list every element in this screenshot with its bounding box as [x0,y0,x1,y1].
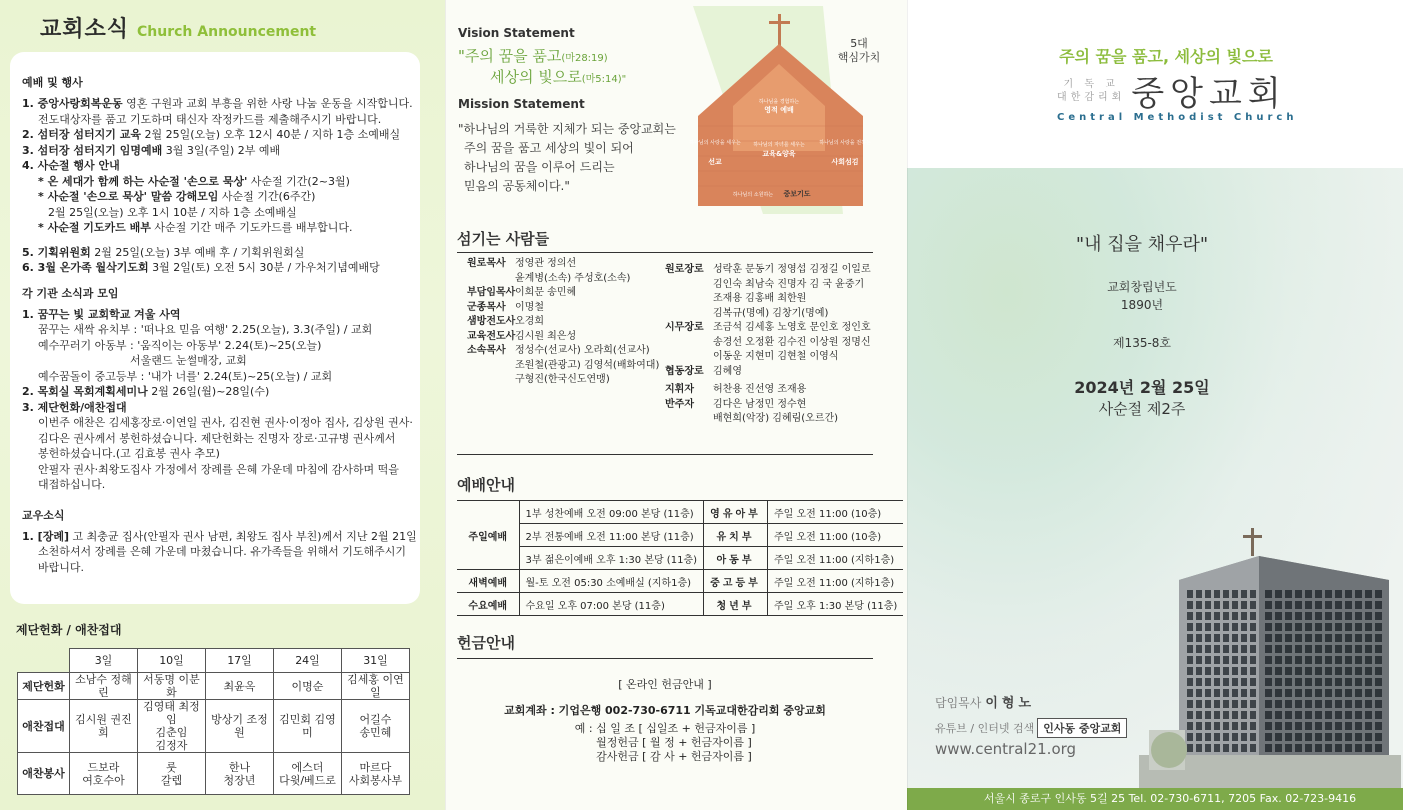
flower-hospitality-table [17,648,410,795]
worship-type: 새벽예배 [457,570,519,593]
staff-names: 정영관 정의선 [515,258,577,269]
staff-row [467,373,659,388]
announcement-item: 4. 사순절 행사 안내 [22,159,120,172]
staff-role [467,373,515,388]
mission-line: "하나님의 거룩한 지체가 되는 중앙교회는 [458,122,676,136]
staff-names: 김혜영 [713,365,742,377]
staff-row [665,398,871,413]
staff-row [467,301,659,316]
vision-quote-line1: "주의 꿈을 품고 [458,47,562,65]
announcement-item-cont: 꿈꾸는 새싹 유치부 : '떠나요 믿음 여행' 2.25(오늘), 3.3(주일) / 교회 [38,323,373,336]
announcement-item-cont: 전도대상자를 품고 기도하며 태신자 작정카드를 제출해주시기 바랍니다. [38,112,382,126]
denomination: 기 독 교 대한감리회 [1057,78,1126,103]
staff-names: 이동운 지현미 김현철 이영식 [713,351,839,362]
worship-service: 월-토 오전 05:30 소예배실 (지하1층) [519,570,704,593]
staff-role [665,307,713,322]
staff-row [467,286,659,301]
worship-schedule-table [457,500,903,616]
staff-row [665,412,871,427]
table-row [457,501,903,524]
staff-role: 반주자 [665,398,694,410]
worship-type: 주일예배 [457,501,519,570]
announcement-item-cont: 소천하셔서 장례를 은혜 가운데 마쳤습니다. 유가족들을 위해서 기도해주시기 [38,545,407,558]
bank-account: 교회계좌 : 기업은행 002-730-6711 기독교대한감리회 중앙교회 [504,704,826,717]
staff-names: 오경희 [515,316,544,327]
table-cell: 마르다 사회봉사부 [342,753,410,795]
announcement-item: 5. 기획위원회 2월 25일(오늘) 3부 예배 후 / 기획위원회실 [22,245,305,259]
announcement-item: 1. 꿈꾸는 빛 교회학교 겨울 사역 [22,307,181,321]
vision-label: Vision Statement [458,26,575,40]
section-title-member-news: 교우소식 [22,508,65,522]
table-cell: 룻 갈렙 [138,753,206,795]
staff-names: 정성수(선교사) 오라희(선교사) [515,345,650,356]
worship-title: 예배안내 [457,476,515,494]
announcement-item-cont: 이번주 애찬은 김세홍장로·이연일 권사, 김진현 권사·이정아 집사, 김상원 권사· [38,416,413,429]
staff-row [467,359,659,374]
cross-icon [778,14,781,46]
table-cell: 한나 청장년 [206,753,274,795]
mission-label: Mission Statement [458,97,585,111]
dept-name: 청년부 [704,593,768,616]
vision-staff-panel [445,0,907,810]
dept-name: 영유아부 [704,501,768,524]
church-name-en: Central Methodist Church [1057,112,1298,123]
table-header: 31일 [342,649,410,673]
row-label: 제단헌화 [18,673,70,700]
table-cell: 김영태 최정임 김춘임 김정자 [138,700,206,753]
staff-row [665,263,871,278]
youtube-search-hint: 유튜브 / 인터넷 검색 인사동 중앙교회 [935,718,1127,738]
core-values-house-diagram [673,6,903,214]
staff-role: 원로장로 [665,264,704,275]
mission-line: 주의 꿈을 품고 세상의 빛이 되어 [464,141,634,155]
staff-list-left [467,257,659,388]
church-name: 중앙교회 [1131,74,1287,114]
worship-service: 1부 성찬예배 오전 09:00 본당 (11층) [519,501,704,524]
staff-row [467,272,659,287]
announcement-subtitle: Church Announcement [137,24,317,40]
dept-name: 유치부 [704,524,768,547]
staff-names: 이희문 송민혜 [515,287,577,298]
announcement-subitem: * 사순절 '손으로 묵상' 말씀 강해모임 사순절 기간(6주간) [38,190,316,203]
staff-row [665,336,871,351]
announcement-subitem: * 사순절 기도카드 배부 사순절 기간 매주 기도카드를 배부합니다. [38,221,353,234]
online-offering-label: [ 온라인 헌금안내 ] [618,678,712,691]
table-row [457,524,903,547]
table-row [18,700,410,753]
staff-names: 김다은 남정민 정수현 [713,398,807,410]
staff-role [665,336,713,351]
church-logo [1057,66,1287,115]
worship-service: 2부 전통예배 오전 11:00 본당 (11층) [519,524,704,547]
announcement-item-cont: 봉헌하셨습니다.(고 김효봉 권사 추모) [38,447,220,460]
worship-service: 3부 젊은이예배 오후 1:30 본당 (11층) [519,547,704,570]
church-slogan: 주의 꿈을 품고, 세상의 빛으로 [1059,47,1273,66]
offering-guide-line: 월정헌금 [ 월 정 + 헌금자이름 ] [596,736,752,749]
mission-line: 믿음의 공동체이다." [464,179,570,193]
vision-quote-line2: 세상의 빛으로 [490,68,582,86]
senior-pastor: 담임목사 이형노 [935,696,1036,711]
staff-row [467,344,659,359]
dept-time: 주일 오후 1:30 본당 (11층) [768,593,904,616]
value-spiritual-worship: 영적 예배 [764,106,794,114]
announcement-item: 3. 제단헌화/애찬접대 [22,400,127,414]
dept-name: 아동부 [704,547,768,570]
liturgical-week: 사순절 제2주 [1098,400,1186,418]
staff-names: 구형진(한국신도연맹) [515,374,610,385]
announcement-item-cont: 대접하십니다. [38,478,106,491]
staff-role: 원로목사 [467,258,506,269]
announcement-item: 6. 3월 온가족 월삭기도회 3월 2일(토) 오전 5시 30분 / 가우처기념예배당 [22,261,380,274]
value-mid-desc: 하나님의 자녀를 세우는 [753,142,805,148]
staff-names: 배현희(악장) 김혜림(오르간) [713,413,839,424]
offering-title: 헌금안내 [457,634,515,652]
staff-names: 이명철 [515,301,544,313]
staff-role [467,359,515,374]
table-row [18,673,410,700]
church-building-image [1139,520,1401,788]
staff-row [467,315,659,330]
table-header: 24일 [274,649,342,673]
cover-panel [907,0,1403,810]
table-cell: 최윤옥 [206,673,274,700]
staff-row [665,350,871,365]
announcement-item: 1. [장례] 고 최충균 집사(안필자 권사 남편, 최왕도 집사 부친)께서 지난 2월 21일 [22,529,417,543]
staff-row [467,257,659,272]
staff-list-right [665,263,871,427]
staff-role [467,272,515,287]
staff-names: 조원철(관광고) 김영석(배화여대) [515,359,660,371]
table-cell: 어길수 송민혜 [342,700,410,753]
table-cell: 에스더 다윗/베드로 [274,753,342,795]
vision-statement: Vision Statement "주의 꿈을 품고(마28:19) 세상의 빛으로(마5:14)" [458,26,688,87]
section-title-worship-events: 예배 및 행사 [22,76,83,89]
staff-names: 조재용 김홍배 최한원 [713,293,807,304]
value-right-desc: 하나님의 사랑을 전하는 [819,140,871,146]
dept-time: 주일 오전 11:00 (10층) [768,501,904,524]
staff-row [665,307,871,322]
worship-service: 수요일 오후 07:00 본당 (11층) [519,593,704,616]
staff-row [665,292,871,307]
staff-row [467,330,659,345]
staff-row [665,383,871,398]
table-row [457,593,903,616]
announcement-item: 1. 중앙사랑회복운동 영혼 구원과 교회 부흥을 위한 사랑 나눔 운동을 시작합니다. [22,97,413,110]
staff-role: 교육전도사 [467,330,516,342]
table-cell: 이명순 [274,673,342,700]
announcement-panel [0,0,445,810]
staff-role [665,412,713,427]
staff-role: 부담임목사 [467,287,516,298]
bulletin-date: 2024년 2월 25일 [1074,378,1210,397]
staff-names: 성락훈 문동기 정영섭 김정길 이일로 [713,264,871,275]
staff-role: 시무장로 [665,322,704,333]
announcement-subitem-cont: 2월 25일(오늘) 오후 1시 10분 / 지하 1층 소예배실 [48,205,297,219]
worship-type: 수요예배 [457,593,519,616]
offering-guide-line: 예 : 십 일 조 [ 십일조 + 헌금자이름 ] [574,722,756,735]
founded-year: 1890년 [1120,298,1164,312]
announcement-title: 교회소식 [40,17,130,42]
dept-time: 주일 오전 11:00 (지하1층) [768,547,904,570]
dept-time: 주일 오전 11:00 (지하1층) [768,570,904,593]
staff-title: 섬기는 사람들 [457,230,550,248]
announcement-item: 2. 섬터장 섬터지기 교육 2월 25일(오늘) 오후 12시 40분 / 지하 1층 소예배실 [22,128,401,141]
staff-names: 조금석 김세홍 노영호 문인호 정인호 [713,322,871,333]
announcement-item-cont: 서울랜드 눈썰매장, 교회 [130,354,247,367]
staff-role [665,350,713,365]
table-cell: 김세홍 이연일 [342,673,410,700]
flower-table-title: 제단헌화 / 애찬접대 [16,623,122,637]
table-cell: 드보라 여호수아 [70,753,138,795]
announcement-item-cont: 안필자 권사·최왕도집사 가정에서 장례를 은혜 가운데 마침에 감사하며 떡을 [38,462,399,476]
value-mission: 선교 [708,158,722,166]
row-label: 애찬봉사 [18,753,70,795]
announcement-item-cont: 김다은 권사께서 봉헌하셨습니다. 제단헌화는 진명자 장로·고규병 권사께서 [38,431,396,445]
weekly-theme: "내 집을 채우라" [1075,234,1209,255]
table-cell: 소남수 정해린 [70,673,138,700]
staff-names: 김인숙 최남숙 진명자 김 국 윤중기 [713,278,865,290]
staff-role: 협동장로 [665,365,704,377]
staff-row [665,278,871,293]
announcement-header [40,12,316,43]
table-header: 3일 [70,649,138,673]
staff-names: 김시원 최은성 [515,330,577,342]
staff-role: 지휘자 [665,384,694,395]
announcement-subitem: * 온 세대가 함께 하는 사순절 '손으로 묵상' 사순절 기간(2~3월) [38,174,350,188]
table-header: 10일 [138,649,206,673]
announcement-item-cont: 예수꾸러기 아동부 : '움직이는 아동부' 2.24(토)~25(오늘) [38,338,322,352]
staff-role: 군종목사 [467,301,506,313]
issue-number: 제135-8호 [1112,336,1172,350]
table-header: 17일 [206,649,274,673]
mission-line: 하나님의 꿈을 이루어 드리는 [464,160,615,174]
announcement-item-cont: 예수꿈돌이 중고등부 : '내가 너를' 2.24(토)~25(오늘) / 교회 [38,369,333,383]
staff-names: 허찬용 진선영 조재용 [713,384,807,395]
table-cell: 서동명 이분화 [138,673,206,700]
staff-role: 샘방전도사 [467,316,516,327]
staff-role: 소속목사 [467,345,506,356]
table-cell: 방상기 조정원 [206,700,274,753]
founded-label: 교회창립년도 [1107,280,1177,294]
announcement-item-cont: 바랍니다. [38,560,85,574]
value-top-desc: 하나님을 경험하는 [758,99,800,105]
table-row [457,547,903,570]
table-row [18,753,410,795]
staff-role [665,278,713,293]
announcement-item: 2. 목회실 목회계획세미나 2월 26일(월)~28일(수) [22,385,270,398]
table-cell: 김민회 김영미 [274,700,342,753]
dept-name: 중고등부 [704,570,768,593]
staff-row [665,365,871,380]
section-title-organizations: 각 기관 소식과 모임 [22,286,119,300]
row-label: 애찬접대 [18,700,70,753]
contact-footer: 서울시 종로구 인사동 5길 25 Tel. 02-730-6711, 7205 Fax. 02-723-9416 [907,788,1403,810]
announcement-card [10,52,420,604]
search-keyword-box: 인사동 중앙교회 [1037,718,1127,738]
offering-guide-line: 감사헌금 [ 감 사 + 헌금자이름 ] [596,750,752,763]
staff-row [665,321,871,336]
value-intercession: 중보기도 [783,190,811,198]
website-link[interactable]: www.central21.org [935,740,1077,758]
staff-names: 송경선 오정환 김수진 이상원 정명신 [713,336,871,348]
staff-names: 김복규(명예) 김창기(명예) [713,307,829,319]
value-bottom-desc: 하나님의 소원하는 [732,192,774,198]
table-cell: 김시원 권진희 [70,700,138,753]
house-title: 5대 핵심가치 [837,37,881,64]
mission-statement [458,97,698,196]
staff-names: 윤계병(소속) 주성호(소속) [515,272,631,284]
value-education: 교육&양육 [762,150,796,158]
value-left-desc: 하나님의 사랑을 세우는 [689,140,741,146]
staff-role [665,292,713,307]
dept-time: 주일 오전 11:00 (10층) [768,524,904,547]
announcement-item: 3. 섬터장 섬터지기 임명예배 3월 3일(주일) 2부 예배 [22,143,281,157]
table-row [457,570,903,593]
value-social-service: 사회섬김 [831,158,859,166]
